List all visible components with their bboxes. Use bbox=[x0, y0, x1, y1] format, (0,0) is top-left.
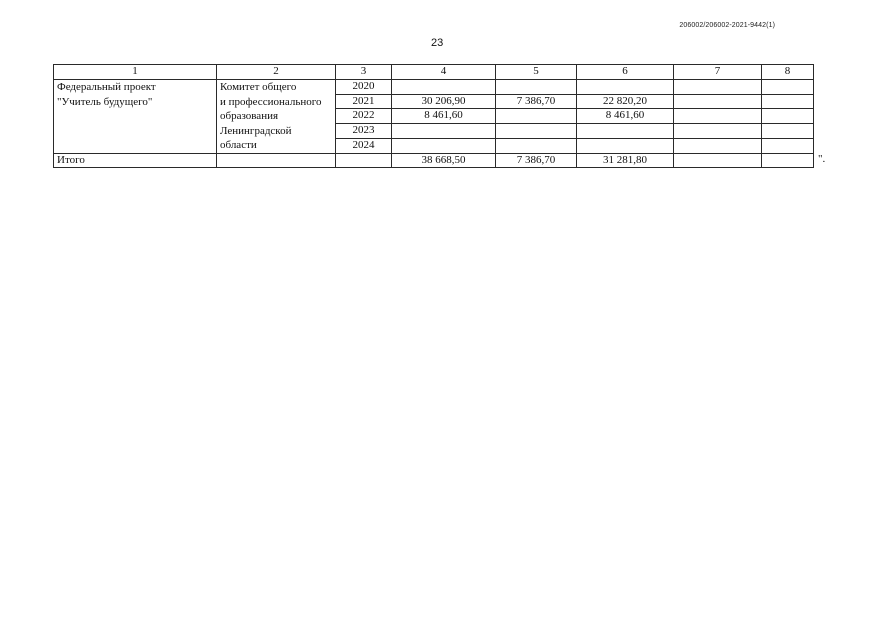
value-cell bbox=[577, 80, 674, 95]
year-cell: 2020 bbox=[336, 80, 392, 95]
column-number: 2 bbox=[217, 65, 336, 80]
value-cell bbox=[496, 109, 577, 124]
project-name-line: "Учитель будущего" bbox=[57, 95, 153, 108]
value-cell bbox=[674, 138, 762, 153]
page-number: 23 bbox=[431, 37, 444, 49]
total-cell bbox=[217, 153, 336, 167]
value-cell bbox=[496, 138, 577, 153]
document-id: 206002/206002-2021-9442(1) bbox=[679, 22, 775, 29]
total-value bbox=[762, 153, 814, 167]
value-cell bbox=[674, 80, 762, 95]
value-cell bbox=[762, 138, 814, 153]
total-row bbox=[54, 153, 814, 167]
table-row bbox=[54, 80, 814, 95]
value-cell bbox=[577, 124, 674, 139]
column-number: 4 bbox=[392, 65, 496, 80]
value-cell: 8 461,60 bbox=[392, 109, 496, 124]
project-name-line: Федеральный проект bbox=[57, 81, 156, 93]
value-cell bbox=[392, 80, 496, 95]
executor-line: области bbox=[220, 139, 257, 151]
executor-line: образования bbox=[220, 110, 279, 122]
column-number: 6 bbox=[577, 65, 674, 80]
total-value: 38 668,50 bbox=[392, 153, 496, 167]
total-value: 31 281,80 bbox=[577, 153, 674, 167]
total-cell bbox=[336, 153, 392, 167]
value-cell: 8 461,60 bbox=[577, 109, 674, 124]
value-cell bbox=[674, 94, 762, 109]
executor-line: Комитет общего bbox=[220, 81, 297, 93]
column-number: 8 bbox=[762, 65, 814, 80]
total-value: 7 386,70 bbox=[496, 153, 577, 167]
column-number-row bbox=[54, 65, 814, 80]
closing-quote-mark: ". bbox=[818, 153, 826, 165]
project-name-cell bbox=[54, 80, 217, 154]
executor-cell bbox=[217, 80, 336, 154]
year-cell: 2022 bbox=[336, 109, 392, 124]
value-cell bbox=[762, 80, 814, 95]
total-value bbox=[674, 153, 762, 167]
value-cell bbox=[496, 124, 577, 139]
value-cell bbox=[674, 109, 762, 124]
value-cell: 30 206,90 bbox=[392, 94, 496, 109]
year-cell: 2023 bbox=[336, 124, 392, 139]
value-cell bbox=[762, 94, 814, 109]
executor-line: Ленинградской bbox=[220, 124, 292, 137]
value-cell bbox=[392, 124, 496, 139]
budget-table bbox=[53, 64, 814, 168]
column-number: 7 bbox=[674, 65, 762, 80]
year-cell: 2024 bbox=[336, 138, 392, 153]
column-number: 5 bbox=[496, 65, 577, 80]
value-cell: 7 386,70 bbox=[496, 94, 577, 109]
column-number: 1 bbox=[54, 65, 217, 80]
value-cell: 22 820,20 bbox=[577, 94, 674, 109]
executor-line: и профессионального bbox=[220, 95, 322, 108]
value-cell bbox=[762, 109, 814, 124]
value-cell bbox=[762, 124, 814, 139]
value-cell bbox=[496, 80, 577, 95]
column-number: 3 bbox=[336, 65, 392, 80]
value-cell bbox=[674, 124, 762, 139]
total-label: Итого bbox=[54, 153, 217, 167]
year-cell: 2021 bbox=[336, 94, 392, 109]
value-cell bbox=[392, 138, 496, 153]
value-cell bbox=[577, 138, 674, 153]
